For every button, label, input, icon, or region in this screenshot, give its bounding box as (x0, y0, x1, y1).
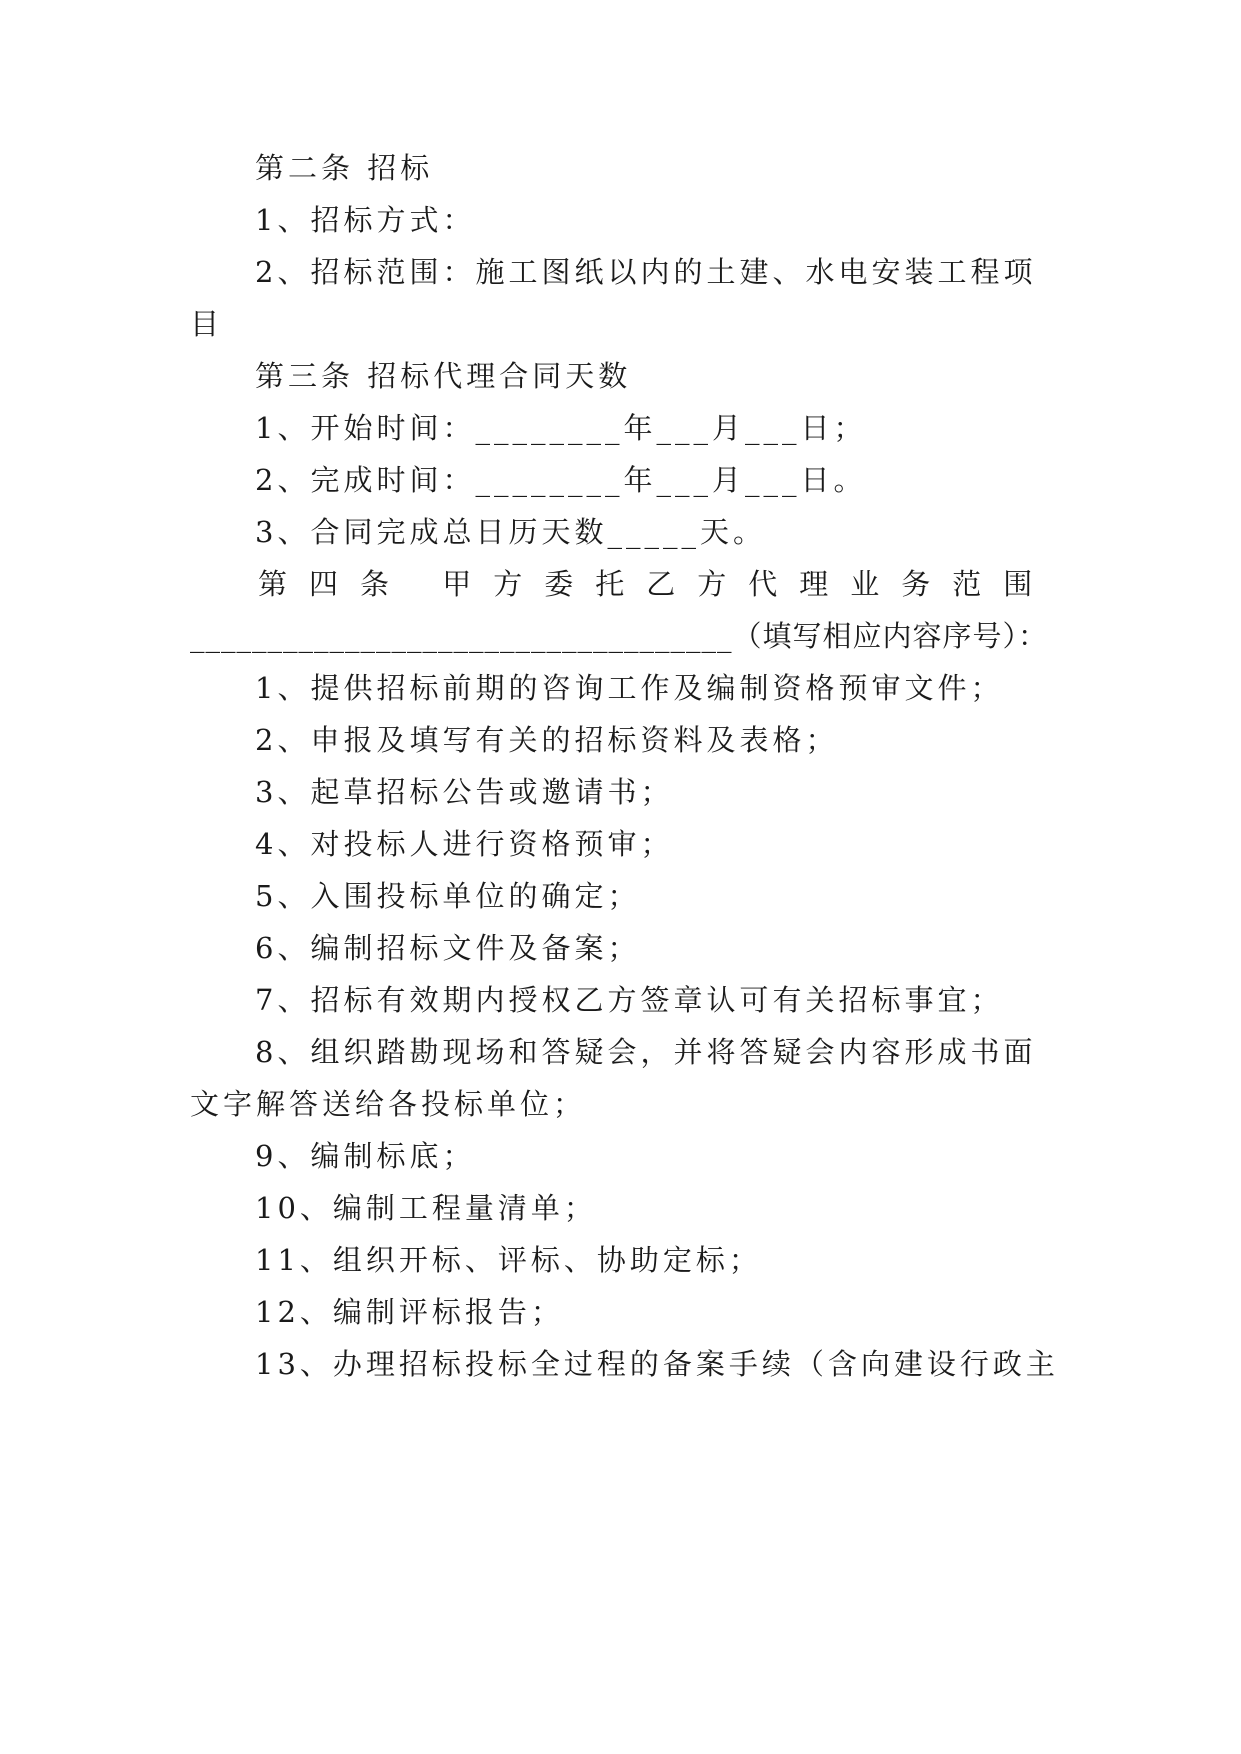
scope-item-10: 10、编制工程量清单； (255, 1191, 597, 1225)
scope-item-8: 8、组织踏勘现场和答疑会，并将答疑会内容形成书面 (255, 1035, 1037, 1069)
scope-item-2: 2、申报及填写有关的招标资料及表格； (255, 723, 839, 757)
scope-item-4: 4、对投标人进行资格预审； (255, 827, 674, 861)
scope-item-3: 3、起草招标公告或邀请书； (255, 775, 674, 809)
article-4-heading: 第四条 甲方委托乙方代理业务范围 (258, 567, 1055, 601)
scope-item-5: 5、入围投标单位的确定； (255, 879, 641, 913)
bidding-scope-continuation: 目 (190, 307, 224, 341)
scope-item-1: 1、提供招标前期的咨询工作及编制资格预审文件； (255, 671, 1004, 705)
article-4-fill-line: ___________________________________（填写相应内容序号）： (190, 619, 1049, 653)
bidding-scope-line: 2、招标范围：施工图纸以内的土建、水电安装工程项 (255, 255, 1037, 289)
total-days-line: 3、合同完成总日历天数_____天。 (255, 515, 766, 549)
scope-item-13: 13、办理招标投标全过程的备案手续（含向建设行政主 (255, 1347, 1059, 1381)
scope-item-6: 6、编制招标文件及备案； (255, 931, 641, 965)
article-2-heading: 第二条 招标 (255, 151, 434, 185)
completion-time-line: 2、完成时间：________年___月___日。 (255, 463, 867, 497)
scope-item-12: 12、编制评标报告； (255, 1295, 564, 1329)
scope-item-9: 9、编制标底； (255, 1139, 476, 1173)
scope-item-11: 11、组织开标、评标、协助定标； (255, 1243, 762, 1277)
bidding-method-line: 1、招标方式： (255, 203, 476, 237)
article-3-heading: 第三条 招标代理合同天数 (255, 359, 632, 393)
start-time-line: 1、开始时间：________年___月___日； (255, 411, 867, 445)
scope-item-7: 7、招标有效期内授权乙方签章认可有关招标事宜； (255, 983, 1004, 1017)
scope-item-8-continuation: 文字解答送给各投标单位； (190, 1087, 587, 1121)
